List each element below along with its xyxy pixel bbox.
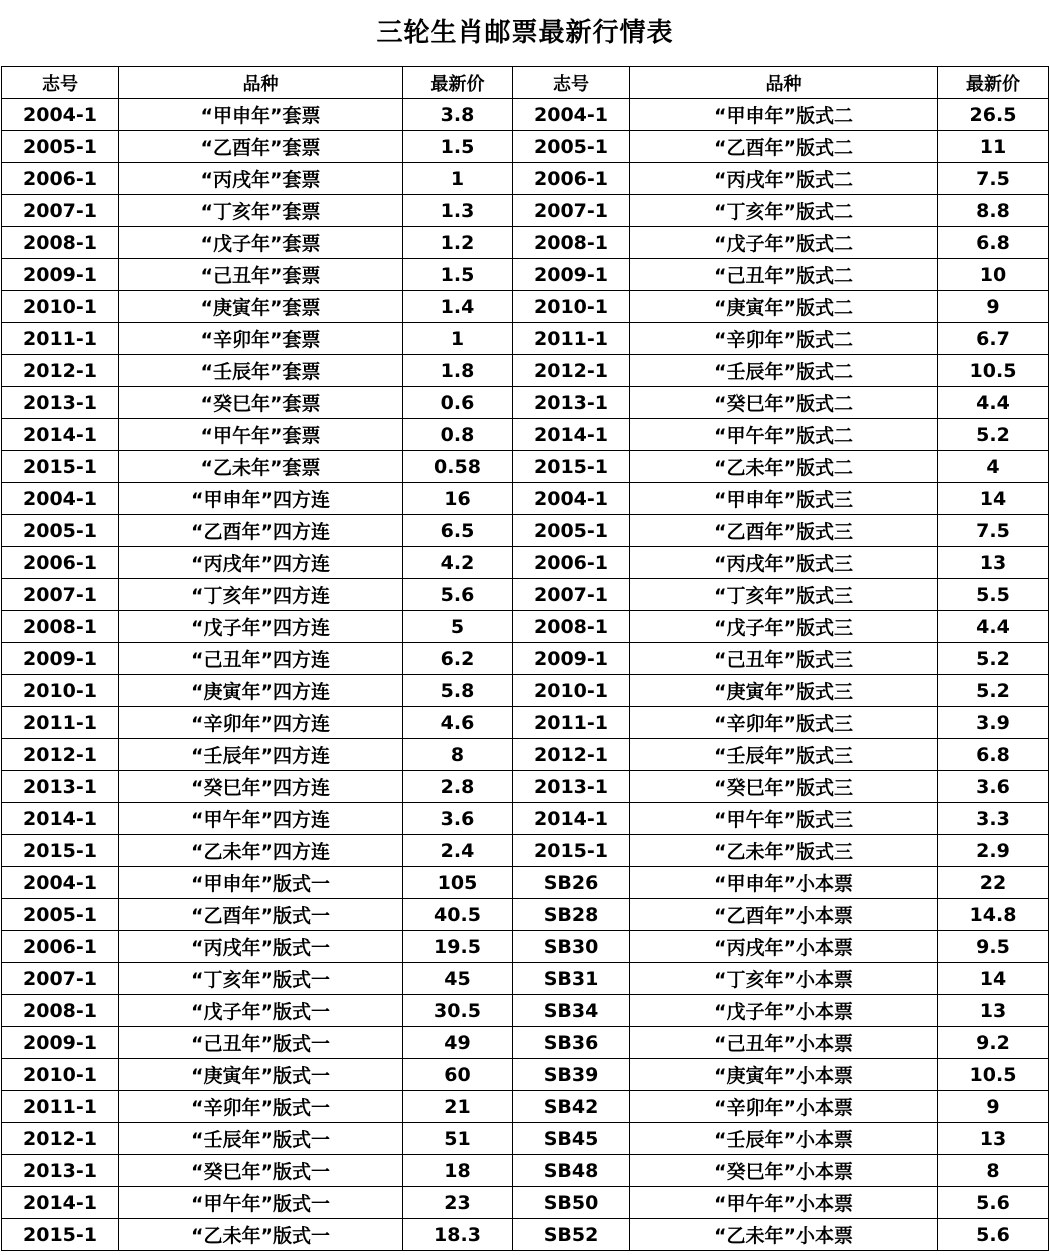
price-cell: 26.5 <box>938 99 1049 131</box>
issue-number-cell: 2010-1 <box>2 291 119 323</box>
variety-cell: “丁亥年”版式二 <box>630 195 938 227</box>
issue-number-cell: 2011-1 <box>2 323 119 355</box>
variety-cell: “癸巳年”套票 <box>119 387 403 419</box>
price-cell: 13 <box>938 1123 1049 1155</box>
issue-number-cell: 2013-1 <box>513 387 630 419</box>
issue-number-cell: 2012-1 <box>513 739 630 771</box>
issue-number-cell: 2005-1 <box>2 899 119 931</box>
issue-number-cell: SB31 <box>513 963 630 995</box>
table-row <box>2 707 1049 739</box>
price-cell: 105 <box>403 867 513 899</box>
variety-cell: “己丑年”版式一 <box>119 1027 403 1059</box>
price-cell: 5.6 <box>938 1187 1049 1219</box>
variety-cell: “癸巳年”版式一 <box>119 1155 403 1187</box>
price-cell: 18 <box>403 1155 513 1187</box>
issue-number-cell: 2012-1 <box>2 1123 119 1155</box>
table-row <box>2 1155 1049 1187</box>
price-cell: 2.8 <box>403 771 513 803</box>
price-cell: 8 <box>938 1155 1049 1187</box>
issue-number-cell: 2005-1 <box>513 515 630 547</box>
variety-cell: “庚寅年”小本票 <box>630 1059 938 1091</box>
price-table <box>1 66 1049 1251</box>
issue-number-cell: 2013-1 <box>513 771 630 803</box>
variety-cell: “乙未年”套票 <box>119 451 403 483</box>
variety-cell: “丙戌年”版式一 <box>119 931 403 963</box>
header-row <box>2 67 1049 99</box>
price-cell: 0.6 <box>403 387 513 419</box>
price-cell: 6.8 <box>938 739 1049 771</box>
variety-cell: “丙戌年”版式三 <box>630 547 938 579</box>
issue-number-cell: SB48 <box>513 1155 630 1187</box>
issue-number-cell: SB50 <box>513 1187 630 1219</box>
issue-number-cell: 2007-1 <box>2 579 119 611</box>
table-row <box>2 227 1049 259</box>
variety-cell: “壬辰年”版式三 <box>630 739 938 771</box>
issue-number-cell: 2011-1 <box>2 707 119 739</box>
issue-number-cell: 2006-1 <box>2 163 119 195</box>
issue-number-cell: 2012-1 <box>513 355 630 387</box>
variety-cell: “己丑年”套票 <box>119 259 403 291</box>
issue-number-cell: SB34 <box>513 995 630 1027</box>
price-cell: 14.8 <box>938 899 1049 931</box>
price-cell: 19.5 <box>403 931 513 963</box>
issue-number-cell: 2011-1 <box>513 707 630 739</box>
table-row <box>2 1123 1049 1155</box>
variety-cell: “辛卯年”版式三 <box>630 707 938 739</box>
issue-number-cell: 2013-1 <box>2 1155 119 1187</box>
issue-number-cell: 2011-1 <box>2 1091 119 1123</box>
variety-cell: “丙戌年”小本票 <box>630 931 938 963</box>
variety-cell: “丙戌年”四方连 <box>119 547 403 579</box>
price-cell: 14 <box>938 963 1049 995</box>
price-cell: 4.2 <box>403 547 513 579</box>
issue-number-cell: SB42 <box>513 1091 630 1123</box>
table-row <box>2 1059 1049 1091</box>
price-cell: 23 <box>403 1187 513 1219</box>
issue-number-cell: 2008-1 <box>2 227 119 259</box>
price-cell: 9 <box>938 1091 1049 1123</box>
table-row <box>2 579 1049 611</box>
price-cell: 45 <box>403 963 513 995</box>
variety-cell: “戊子年”套票 <box>119 227 403 259</box>
issue-number-cell: SB26 <box>513 867 630 899</box>
price-cell: 2.4 <box>403 835 513 867</box>
price-cell: 1.4 <box>403 291 513 323</box>
table-row <box>2 1219 1049 1251</box>
variety-cell: “乙酉年”小本票 <box>630 899 938 931</box>
price-cell: 22 <box>938 867 1049 899</box>
price-cell: 51 <box>403 1123 513 1155</box>
issue-number-cell: 2009-1 <box>513 643 630 675</box>
table-row <box>2 995 1049 1027</box>
price-cell: 6.5 <box>403 515 513 547</box>
price-cell: 5.6 <box>938 1219 1049 1251</box>
price-cell: 8.8 <box>938 195 1049 227</box>
price-cell: 60 <box>403 1059 513 1091</box>
variety-cell: “甲申年”套票 <box>119 99 403 131</box>
issue-number-cell: 2004-1 <box>2 483 119 515</box>
price-cell: 1.2 <box>403 227 513 259</box>
issue-number-cell: SB52 <box>513 1219 630 1251</box>
variety-cell: “癸巳年”四方连 <box>119 771 403 803</box>
variety-cell: “壬辰年”四方连 <box>119 739 403 771</box>
header-issue-number: 志号 <box>513 67 630 99</box>
issue-number-cell: 2012-1 <box>2 355 119 387</box>
price-cell: 1.5 <box>403 131 513 163</box>
variety-cell: “乙未年”版式三 <box>630 835 938 867</box>
table-row <box>2 867 1049 899</box>
issue-number-cell: 2005-1 <box>2 515 119 547</box>
table-row <box>2 195 1049 227</box>
table-row <box>2 675 1049 707</box>
issue-number-cell: 2009-1 <box>2 1027 119 1059</box>
variety-cell: “壬辰年”小本票 <box>630 1123 938 1155</box>
table-row <box>2 323 1049 355</box>
price-cell: 2.9 <box>938 835 1049 867</box>
price-cell: 5.8 <box>403 675 513 707</box>
price-cell: 5 <box>403 611 513 643</box>
header-variety: 品种 <box>630 67 938 99</box>
price-cell: 4.4 <box>938 387 1049 419</box>
issue-number-cell: 2014-1 <box>513 803 630 835</box>
variety-cell: “丁亥年”小本票 <box>630 963 938 995</box>
issue-number-cell: 2010-1 <box>513 675 630 707</box>
variety-cell: “己丑年”四方连 <box>119 643 403 675</box>
variety-cell: “甲午年”版式二 <box>630 419 938 451</box>
variety-cell: “丙戌年”套票 <box>119 163 403 195</box>
issue-number-cell: 2015-1 <box>2 1219 119 1251</box>
issue-number-cell: 2005-1 <box>2 131 119 163</box>
table-row <box>2 291 1049 323</box>
variety-cell: “甲申年”版式一 <box>119 867 403 899</box>
variety-cell: “甲申年”版式三 <box>630 483 938 515</box>
issue-number-cell: 2008-1 <box>513 227 630 259</box>
price-cell: 0.58 <box>403 451 513 483</box>
variety-cell: “庚寅年”版式二 <box>630 291 938 323</box>
table-row <box>2 963 1049 995</box>
price-cell: 18.3 <box>403 1219 513 1251</box>
table-row <box>2 803 1049 835</box>
table-row <box>2 611 1049 643</box>
price-cell: 5.5 <box>938 579 1049 611</box>
issue-number-cell: SB30 <box>513 931 630 963</box>
issue-number-cell: 2013-1 <box>2 387 119 419</box>
price-cell: 3.6 <box>938 771 1049 803</box>
variety-cell: “庚寅年”四方连 <box>119 675 403 707</box>
price-cell: 10 <box>938 259 1049 291</box>
price-cell: 10.5 <box>938 1059 1049 1091</box>
issue-number-cell: 2008-1 <box>2 611 119 643</box>
table-row <box>2 643 1049 675</box>
table-row <box>2 931 1049 963</box>
table-row <box>2 1091 1049 1123</box>
price-cell: 5.2 <box>938 419 1049 451</box>
issue-number-cell: 2015-1 <box>513 835 630 867</box>
variety-cell: “乙未年”版式二 <box>630 451 938 483</box>
issue-number-cell: 2006-1 <box>513 547 630 579</box>
table-row <box>2 899 1049 931</box>
table-row <box>2 547 1049 579</box>
issue-number-cell: 2015-1 <box>2 451 119 483</box>
variety-cell: “辛卯年”小本票 <box>630 1091 938 1123</box>
issue-number-cell: 2013-1 <box>2 771 119 803</box>
price-cell: 10.5 <box>938 355 1049 387</box>
issue-number-cell: 2006-1 <box>513 163 630 195</box>
variety-cell: “丙戌年”版式二 <box>630 163 938 195</box>
issue-number-cell: 2008-1 <box>513 611 630 643</box>
issue-number-cell: SB45 <box>513 1123 630 1155</box>
price-cell: 6.8 <box>938 227 1049 259</box>
price-cell: 8 <box>403 739 513 771</box>
variety-cell: “戊子年”小本票 <box>630 995 938 1027</box>
table-row <box>2 451 1049 483</box>
price-cell: 6.2 <box>403 643 513 675</box>
table-row <box>2 99 1049 131</box>
variety-cell: “甲午年”小本票 <box>630 1187 938 1219</box>
price-cell: 1.3 <box>403 195 513 227</box>
issue-number-cell: SB28 <box>513 899 630 931</box>
table-row <box>2 163 1049 195</box>
variety-cell: “壬辰年”版式二 <box>630 355 938 387</box>
table-row <box>2 771 1049 803</box>
price-cell: 14 <box>938 483 1049 515</box>
price-cell: 3.6 <box>403 803 513 835</box>
issue-number-cell: 2007-1 <box>2 963 119 995</box>
header-latest-price: 最新价 <box>403 67 513 99</box>
price-cell: 1.5 <box>403 259 513 291</box>
issue-number-cell: 2006-1 <box>2 931 119 963</box>
price-cell: 21 <box>403 1091 513 1123</box>
price-cell: 9 <box>938 291 1049 323</box>
price-cell: 7.5 <box>938 515 1049 547</box>
variety-cell: “乙酉年”版式二 <box>630 131 938 163</box>
variety-cell: “己丑年”版式二 <box>630 259 938 291</box>
variety-cell: “丁亥年”版式三 <box>630 579 938 611</box>
variety-cell: “乙未年”版式一 <box>119 1219 403 1251</box>
table-row <box>2 483 1049 515</box>
issue-number-cell: 2011-1 <box>513 323 630 355</box>
table-row <box>2 515 1049 547</box>
issue-number-cell: 2009-1 <box>2 259 119 291</box>
issue-number-cell: 2004-1 <box>513 99 630 131</box>
variety-cell: “癸巳年”版式三 <box>630 771 938 803</box>
issue-number-cell: 2009-1 <box>2 643 119 675</box>
issue-number-cell: 2010-1 <box>2 1059 119 1091</box>
table-row <box>2 1027 1049 1059</box>
variety-cell: “甲申年”四方连 <box>119 483 403 515</box>
issue-number-cell: 2005-1 <box>513 131 630 163</box>
issue-number-cell: 2007-1 <box>2 195 119 227</box>
issue-number-cell: 2004-1 <box>2 867 119 899</box>
variety-cell: “甲午年”四方连 <box>119 803 403 835</box>
variety-cell: “戊子年”版式三 <box>630 611 938 643</box>
price-cell: 5.6 <box>403 579 513 611</box>
issue-number-cell: 2010-1 <box>2 675 119 707</box>
price-cell: 4.4 <box>938 611 1049 643</box>
variety-cell: “乙未年”小本票 <box>630 1219 938 1251</box>
header-variety: 品种 <box>119 67 403 99</box>
price-cell: 1 <box>403 323 513 355</box>
issue-number-cell: 2015-1 <box>513 451 630 483</box>
issue-number-cell: 2010-1 <box>513 291 630 323</box>
variety-cell: “辛卯年”四方连 <box>119 707 403 739</box>
variety-cell: “甲午年”版式一 <box>119 1187 403 1219</box>
price-cell: 11 <box>938 131 1049 163</box>
variety-cell: “乙未年”四方连 <box>119 835 403 867</box>
variety-cell: “丁亥年”版式一 <box>119 963 403 995</box>
variety-cell: “乙酉年”版式一 <box>119 899 403 931</box>
price-cell: 40.5 <box>403 899 513 931</box>
variety-cell: “壬辰年”版式一 <box>119 1123 403 1155</box>
variety-cell: “乙酉年”套票 <box>119 131 403 163</box>
variety-cell: “癸巳年”小本票 <box>630 1155 938 1187</box>
price-cell: 0.8 <box>403 419 513 451</box>
price-cell: 9.5 <box>938 931 1049 963</box>
issue-number-cell: 2014-1 <box>2 419 119 451</box>
price-cell: 7.5 <box>938 163 1049 195</box>
issue-number-cell: SB39 <box>513 1059 630 1091</box>
variety-cell: “丁亥年”四方连 <box>119 579 403 611</box>
price-cell: 16 <box>403 483 513 515</box>
price-cell: 3.8 <box>403 99 513 131</box>
issue-number-cell: 2007-1 <box>513 195 630 227</box>
variety-cell: “己丑年”小本票 <box>630 1027 938 1059</box>
variety-cell: “辛卯年”版式二 <box>630 323 938 355</box>
table-row <box>2 739 1049 771</box>
issue-number-cell: 2009-1 <box>513 259 630 291</box>
variety-cell: “辛卯年”版式一 <box>119 1091 403 1123</box>
price-cell: 1.8 <box>403 355 513 387</box>
price-cell: 13 <box>938 995 1049 1027</box>
variety-cell: “庚寅年”版式三 <box>630 675 938 707</box>
header-latest-price: 最新价 <box>938 67 1049 99</box>
table-row <box>2 419 1049 451</box>
price-cell: 5.2 <box>938 675 1049 707</box>
issue-number-cell: 2014-1 <box>2 803 119 835</box>
price-cell: 4.6 <box>403 707 513 739</box>
variety-cell: “戊子年”版式二 <box>630 227 938 259</box>
variety-cell: “己丑年”版式三 <box>630 643 938 675</box>
variety-cell: “乙酉年”版式三 <box>630 515 938 547</box>
issue-number-cell: SB36 <box>513 1027 630 1059</box>
table-row <box>2 131 1049 163</box>
table-row <box>2 387 1049 419</box>
variety-cell: “甲午年”版式三 <box>630 803 938 835</box>
table-row <box>2 355 1049 387</box>
issue-number-cell: 2014-1 <box>513 419 630 451</box>
price-cell: 30.5 <box>403 995 513 1027</box>
table-row <box>2 835 1049 867</box>
table-row <box>2 259 1049 291</box>
variety-cell: “丁亥年”套票 <box>119 195 403 227</box>
issue-number-cell: 2008-1 <box>2 995 119 1027</box>
price-cell: 1 <box>403 163 513 195</box>
price-cell: 13 <box>938 547 1049 579</box>
variety-cell: “甲申年”版式二 <box>630 99 938 131</box>
price-cell: 3.9 <box>938 707 1049 739</box>
price-cell: 3.3 <box>938 803 1049 835</box>
issue-number-cell: 2007-1 <box>513 579 630 611</box>
price-cell: 5.2 <box>938 643 1049 675</box>
variety-cell: “庚寅年”版式一 <box>119 1059 403 1091</box>
variety-cell: “庚寅年”套票 <box>119 291 403 323</box>
price-cell: 49 <box>403 1027 513 1059</box>
variety-cell: “甲申年”小本票 <box>630 867 938 899</box>
variety-cell: “甲午年”套票 <box>119 419 403 451</box>
table-row <box>2 1187 1049 1219</box>
issue-number-cell: 2006-1 <box>2 547 119 579</box>
issue-number-cell: 2014-1 <box>2 1187 119 1219</box>
variety-cell: “戊子年”四方连 <box>119 611 403 643</box>
price-cell: 4 <box>938 451 1049 483</box>
price-cell: 6.7 <box>938 323 1049 355</box>
variety-cell: “壬辰年”套票 <box>119 355 403 387</box>
variety-cell: “癸巳年”版式二 <box>630 387 938 419</box>
header-issue-number: 志号 <box>2 67 119 99</box>
issue-number-cell: 2004-1 <box>513 483 630 515</box>
issue-number-cell: 2012-1 <box>2 739 119 771</box>
issue-number-cell: 2015-1 <box>2 835 119 867</box>
variety-cell: “辛卯年”套票 <box>119 323 403 355</box>
issue-number-cell: 2004-1 <box>2 99 119 131</box>
variety-cell: “戊子年”版式一 <box>119 995 403 1027</box>
page-title: 三轮生肖邮票最新行情表 <box>376 18 674 48</box>
variety-cell: “乙酉年”四方连 <box>119 515 403 547</box>
price-cell: 9.2 <box>938 1027 1049 1059</box>
